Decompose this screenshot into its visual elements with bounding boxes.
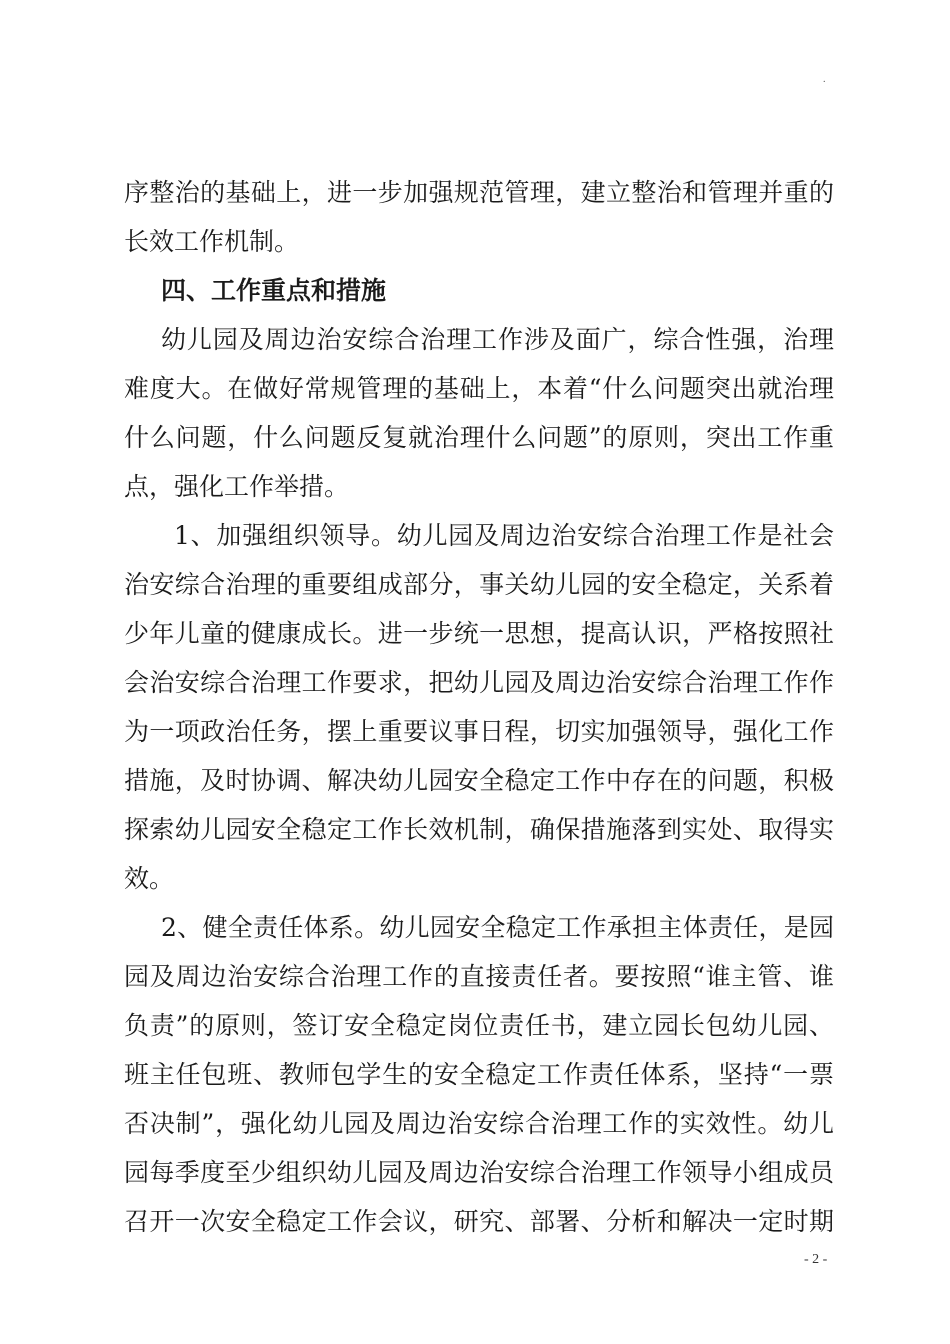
text-line: 班主任包班、教师包学生的安全稳定工作责任体系，坚持“一票 bbox=[124, 1060, 834, 1089]
paragraph-section-intro bbox=[124, 315, 834, 511]
text-line: 否决制”，强化幼儿园及周边治安综合治理工作的实效性。幼儿 bbox=[124, 1109, 834, 1138]
paragraph-intro-continuation bbox=[124, 168, 834, 266]
text-line: 探索幼儿园安全稳定工作长效机制，确保措施落到实处、取得实 bbox=[124, 815, 834, 844]
text-line: 2、健全责任体系。幼儿园安全稳定工作承担主体责任，是园 bbox=[161, 913, 834, 942]
heading-text: 四、工作重点和措施 bbox=[161, 276, 387, 305]
document-body bbox=[124, 168, 834, 1246]
text-line: 难度大。在做好常规管理的基础上，本着“什么问题突出就治理 bbox=[124, 374, 834, 403]
text-line: 点，强化工作举措。 bbox=[124, 472, 350, 501]
section-heading bbox=[124, 266, 834, 315]
text-line: 1、加强组织领导。幼儿园及周边治安综合治理工作是社会 bbox=[174, 521, 834, 550]
text-line: 园每季度至少组织幼儿园及周边治安综合治理工作领导小组成员 bbox=[124, 1158, 834, 1187]
text-line: 序整治的基础上，进一步加强规范管理，建立整治和管理并重的 bbox=[124, 178, 834, 207]
text-line: 幼儿园及周边治安综合治理工作涉及面广，综合性强，治理 bbox=[161, 325, 834, 354]
text-line: 会治安综合治理工作要求，把幼儿园及周边治安综合治理工作作 bbox=[124, 668, 834, 697]
paragraph-item-1 bbox=[124, 511, 834, 903]
text-line: 效。 bbox=[124, 864, 175, 893]
text-line: 负责”的原则，签订安全稳定岗位责任书，建立园长包幼儿园、 bbox=[124, 1011, 834, 1040]
text-line: 召开一次安全稳定工作会议，研究、部署、分析和解决一定时期 bbox=[124, 1207, 834, 1236]
text-line: 什么问题，什么问题反复就治理什么问题”的原则，突出工作重 bbox=[124, 423, 834, 452]
text-line: 园及周边治安综合治理工作的直接责任者。要按照“谁主管、谁 bbox=[124, 962, 834, 991]
paragraph-item-2 bbox=[124, 903, 834, 1246]
page-number: - 2 - bbox=[804, 1252, 828, 1267]
text-line: 措施，及时协调、解决幼儿园安全稳定工作中存在的问题，积极 bbox=[124, 766, 834, 795]
header-mark: . bbox=[823, 74, 826, 85]
text-line: 少年儿童的健康成长。进一步统一思想，提高认识，严格按照社 bbox=[124, 619, 834, 648]
text-line: 长效工作机制。 bbox=[124, 227, 300, 256]
text-line: 为一项政治任务，摆上重要议事日程，切实加强领导，强化工作 bbox=[124, 717, 834, 746]
text-line: 治安综合治理的重要组成部分，事关幼儿园的安全稳定，关系着 bbox=[124, 570, 834, 599]
